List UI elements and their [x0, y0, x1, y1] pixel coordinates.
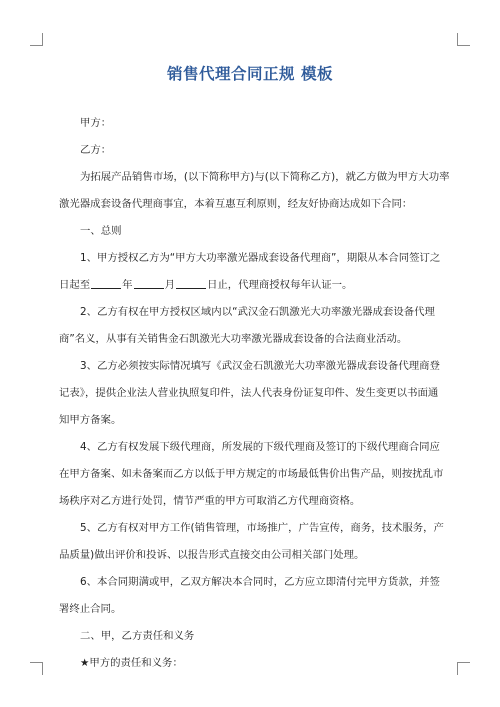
clause-line: 场秩序对乙方进行处罚，情节严重的甲方可取消乙方代理商资格。 — [59, 495, 361, 507]
clause-line: 5、乙方有权对甲方工作(销售管理，市场推广，广告宣传，商务，技术服务，产 — [80, 522, 444, 534]
intro-paragraph-line: 为拓展产品销售市场，(以下简称甲方)与(以下简称乙方)，就乙方做为甲方大功率 — [80, 171, 450, 183]
blank-day — [176, 278, 206, 289]
intro-paragraph-line: 激光器成套设备代理商事宜，本着互惠互利原则，经友好协商达成如下合同： — [59, 198, 413, 210]
clause-line: 记表》，提供企业法人营业执照复印件，法人代表身份证复印件、发生变更以书面通 — [59, 387, 439, 399]
clause-line: 品质量)做出评价和投诉、以报告形式直接交由公司相关部门处理。 — [59, 549, 365, 561]
clause-line: 商”名义，从事有关销售金石凯激光大功率激光器成套设备的合法商业活动。 — [59, 333, 408, 345]
clause-line: 2、乙方有权在甲方授权区域内以“武汉金石凯激光大功率激光器成套设备代理 — [80, 306, 435, 318]
page-corner-mark-top-right — [457, 33, 470, 46]
clause-line: 知甲方备案。 — [59, 414, 122, 426]
page-corner-mark-bottom-left — [30, 662, 43, 675]
section-heading-general: 一、总则 — [80, 225, 122, 237]
blank-month — [134, 278, 164, 289]
page-corner-mark-bottom-right — [457, 662, 470, 675]
subsection-heading-party-a: ★甲方的责任和义务： — [80, 657, 183, 669]
clause-line: 6、本合同期满或甲，乙双方解决本合同时，乙方应立即清付完甲方货款，并签 — [80, 576, 440, 588]
party-a-label: 甲方： — [80, 117, 112, 129]
blank-year — [91, 278, 121, 289]
page-corner-mark-top-left — [30, 33, 43, 46]
party-b-label: 乙方： — [80, 144, 112, 156]
clause-line: 在甲方备案、如未备案而乙方以低于甲方规定的市场最低售价出售产品，则按扰乱市 — [59, 468, 444, 480]
clause-line-with-blanks: 日起至 年 月 日止，代理商授权每年认证一。 — [59, 279, 353, 291]
section-heading-responsibilities: 二、甲，乙方责任和义务 — [80, 630, 195, 642]
clause-line: 署终止合同。 — [59, 603, 122, 615]
clause-line: 1、甲方授权乙方为“甲方大功率激光器成套设备代理商”，期限从本合同签订之 — [80, 252, 441, 264]
clause-line: 3、乙方必须按实际情况填写《武汉金石凯激光大功率激光器成套设备代理商登 — [80, 360, 440, 372]
document-title: 销售代理合同正规 模板 — [167, 65, 333, 83]
clause-line: 4、乙方有权发展下级代理商，所发展的下级代理商及签订的下级代理商合同应 — [80, 441, 440, 453]
